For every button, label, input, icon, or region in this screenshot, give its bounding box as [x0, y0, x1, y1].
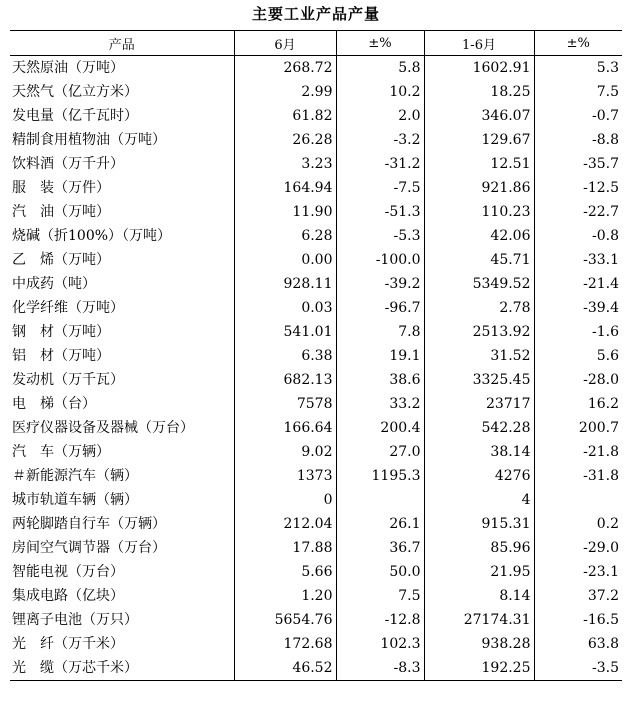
product-name: 汽 油（万吨） — [12, 204, 110, 220]
table-row — [10, 368, 622, 392]
product-name: 天然气（亿立方米） — [12, 84, 138, 100]
month-change: 2.0 — [336, 104, 424, 128]
table-row — [10, 128, 622, 152]
month-value: 9.02 — [234, 440, 336, 464]
table-row — [10, 344, 622, 368]
month-change: 50.0 — [336, 560, 424, 584]
month-value: 268.72 — [234, 56, 336, 81]
table-row — [10, 248, 622, 272]
ytd-change: 63.8 — [534, 632, 622, 656]
header-ytd: 1-6月 — [424, 31, 534, 56]
month-change: 33.2 — [336, 392, 424, 416]
table-row — [10, 56, 622, 81]
month-change: -5.3 — [336, 224, 424, 248]
month-change: -12.8 — [336, 608, 424, 632]
ytd-value: 921.86 — [424, 176, 534, 200]
ytd-change: 7.5 — [534, 80, 622, 104]
product-name: 智能电视（万台） — [12, 564, 124, 580]
ytd-change: -22.7 — [534, 200, 622, 224]
product-name: 光 缆（万芯千米） — [10, 656, 234, 681]
ytd-value: 915.31 — [424, 512, 534, 536]
month-value: 26.28 — [234, 128, 336, 152]
ytd-change: -0.7 — [534, 104, 622, 128]
month-change: 200.4 — [336, 416, 424, 440]
table-row — [10, 584, 622, 608]
product-name: 天然原油（万吨） — [12, 60, 124, 76]
month-change: 27.0 — [336, 440, 424, 464]
product-name: 铝 材（万吨） — [12, 348, 110, 364]
month-value: 61.82 — [234, 104, 336, 128]
ytd-change: -23.1 — [534, 560, 622, 584]
month-change: 38.6 — [336, 368, 424, 392]
month-value: 46.52 — [234, 656, 336, 681]
product-name: 发电量（亿千瓦时） — [12, 108, 138, 124]
table-row — [10, 632, 622, 656]
ytd-change: 37.2 — [534, 584, 622, 608]
month-value: 0.03 — [234, 296, 336, 320]
month-value: 928.11 — [234, 272, 336, 296]
ytd-change: -8.8 — [534, 128, 622, 152]
ytd-value: 938.28 — [424, 632, 534, 656]
month-value: 541.01 — [234, 320, 336, 344]
month-change: 19.1 — [336, 344, 424, 368]
table-row — [10, 176, 622, 200]
table-row — [10, 80, 622, 104]
ytd-value: 23717 — [424, 392, 534, 416]
month-value: 172.68 — [234, 632, 336, 656]
table-row — [10, 392, 622, 416]
table-title: 主要工业产品产量 — [251, 5, 380, 23]
month-change: 10.2 — [336, 80, 424, 104]
month-change: -31.2 — [336, 152, 424, 176]
ytd-change: -35.7 — [534, 152, 622, 176]
header-row — [10, 31, 622, 56]
production-table — [10, 30, 622, 681]
month-value: 6.28 — [234, 224, 336, 248]
table-row — [10, 536, 622, 560]
product-name: 集成电路（亿块） — [12, 588, 124, 604]
ytd-value: 38.14 — [424, 440, 534, 464]
ytd-change: 0.2 — [534, 512, 622, 536]
product-name: 化学纤维（万吨） — [12, 300, 124, 316]
month-value: 7578 — [234, 392, 336, 416]
ytd-value: 85.96 — [424, 536, 534, 560]
product-name: 电 梯（台） — [12, 396, 96, 412]
table-row — [10, 488, 622, 512]
ytd-value: 2513.92 — [424, 320, 534, 344]
month-change: -96.7 — [336, 296, 424, 320]
table-row — [10, 320, 622, 344]
month-change: -7.5 — [336, 176, 424, 200]
table-row — [10, 224, 622, 248]
table-row — [10, 656, 622, 681]
ytd-change: 200.7 — [534, 416, 622, 440]
ytd-value: 4276 — [424, 464, 534, 488]
table-row — [10, 608, 622, 632]
product-name: 精制食用植物油（万吨） — [12, 132, 166, 148]
ytd-value: 45.71 — [424, 248, 534, 272]
ytd-value: 192.25 — [424, 656, 534, 681]
month-change: -100.0 — [336, 248, 424, 272]
month-change: 7.8 — [336, 320, 424, 344]
ytd-value: 27174.31 — [424, 608, 534, 632]
month-change: 26.1 — [336, 512, 424, 536]
month-value: 3.23 — [234, 152, 336, 176]
table-row — [10, 560, 622, 584]
ytd-value: 110.23 — [424, 200, 534, 224]
product-name: 服 装（万件） — [12, 180, 110, 196]
ytd-value: 4 — [424, 488, 534, 512]
month-value: 17.88 — [234, 536, 336, 560]
ytd-value: 542.28 — [424, 416, 534, 440]
table-row — [10, 464, 622, 488]
product-name: 发动机（万千瓦） — [12, 372, 124, 388]
month-value: 166.64 — [234, 416, 336, 440]
table-row — [10, 152, 622, 176]
header-month-change: ±% — [336, 31, 424, 56]
ytd-value: 1602.91 — [424, 56, 534, 81]
month-change: 1195.3 — [336, 464, 424, 488]
ytd-value: 2.78 — [424, 296, 534, 320]
product-name: ＃新能源汽车（辆） — [12, 468, 138, 484]
month-change: -3.2 — [336, 128, 424, 152]
product-name: 中成药（吨） — [12, 276, 96, 292]
month-value: 5.66 — [234, 560, 336, 584]
ytd-change: -1.6 — [534, 320, 622, 344]
table-row — [10, 272, 622, 296]
month-change: -51.3 — [336, 200, 424, 224]
ytd-value: 3325.45 — [424, 368, 534, 392]
ytd-change: -28.0 — [534, 368, 622, 392]
header-product: 产品 — [10, 31, 234, 56]
product-name: 乙 烯（万吨） — [12, 252, 110, 268]
ytd-change: -31.8 — [534, 464, 622, 488]
month-change: 5.8 — [336, 56, 424, 81]
product-name: 钢 材（万吨） — [12, 324, 110, 340]
ytd-change: -29.0 — [534, 536, 622, 560]
ytd-change: -16.5 — [534, 608, 622, 632]
month-value: 1373 — [234, 464, 336, 488]
ytd-change: 16.2 — [534, 392, 622, 416]
product-name: 房间空气调节器（万台） — [12, 540, 166, 556]
header-ytd-change: ±% — [534, 31, 622, 56]
month-change: -39.2 — [336, 272, 424, 296]
month-value: 682.13 — [234, 368, 336, 392]
month-value: 164.94 — [234, 176, 336, 200]
ytd-value: 31.52 — [424, 344, 534, 368]
product-name: 烧碱（折100%）（万吨） — [12, 228, 172, 244]
ytd-value: 42.06 — [424, 224, 534, 248]
ytd-change: -39.4 — [534, 296, 622, 320]
ytd-change: -33.1 — [534, 248, 622, 272]
ytd-value: 12.51 — [424, 152, 534, 176]
month-change: 102.3 — [336, 632, 424, 656]
product-name: 医疗仪器设备及器械（万台） — [12, 420, 194, 436]
month-value: 2.99 — [234, 80, 336, 104]
ytd-change: 5.6 — [534, 344, 622, 368]
month-change: -8.3 — [336, 656, 424, 681]
ytd-value: 8.14 — [424, 584, 534, 608]
ytd-change: -21.4 — [534, 272, 622, 296]
table-row — [10, 416, 622, 440]
table-row — [10, 296, 622, 320]
month-change — [336, 488, 424, 512]
ytd-change — [534, 488, 622, 512]
ytd-value: 21.95 — [424, 560, 534, 584]
product-name: 锂离子电池（万只） — [12, 612, 138, 628]
month-value: 0 — [234, 488, 336, 512]
month-value: 5654.76 — [234, 608, 336, 632]
header-month: 6月 — [234, 31, 336, 56]
table-row — [10, 200, 622, 224]
month-value: 212.04 — [234, 512, 336, 536]
ytd-value: 18.25 — [424, 80, 534, 104]
product-name: 光 纤（万千米） — [12, 636, 124, 652]
table-row — [10, 440, 622, 464]
month-value: 11.90 — [234, 200, 336, 224]
month-change: 7.5 — [336, 584, 424, 608]
ytd-change: -21.8 — [534, 440, 622, 464]
product-name: 两轮脚踏自行车（万辆） — [12, 516, 166, 532]
product-name: 汽 车（万辆） — [12, 444, 110, 460]
month-value: 6.38 — [234, 344, 336, 368]
table-row — [10, 512, 622, 536]
ytd-change: -3.5 — [534, 656, 622, 681]
ytd-change: 5.3 — [534, 56, 622, 81]
ytd-value: 346.07 — [424, 104, 534, 128]
month-change: 36.7 — [336, 536, 424, 560]
month-value: 0.00 — [234, 248, 336, 272]
month-value: 1.20 — [234, 584, 336, 608]
product-name: 饮料酒（万千升） — [12, 156, 124, 172]
ytd-value: 5349.52 — [424, 272, 534, 296]
ytd-value: 129.67 — [424, 128, 534, 152]
ytd-change: -12.5 — [534, 176, 622, 200]
ytd-change: -0.8 — [534, 224, 622, 248]
product-name: 城市轨道车辆（辆） — [12, 492, 138, 508]
table-row — [10, 104, 622, 128]
